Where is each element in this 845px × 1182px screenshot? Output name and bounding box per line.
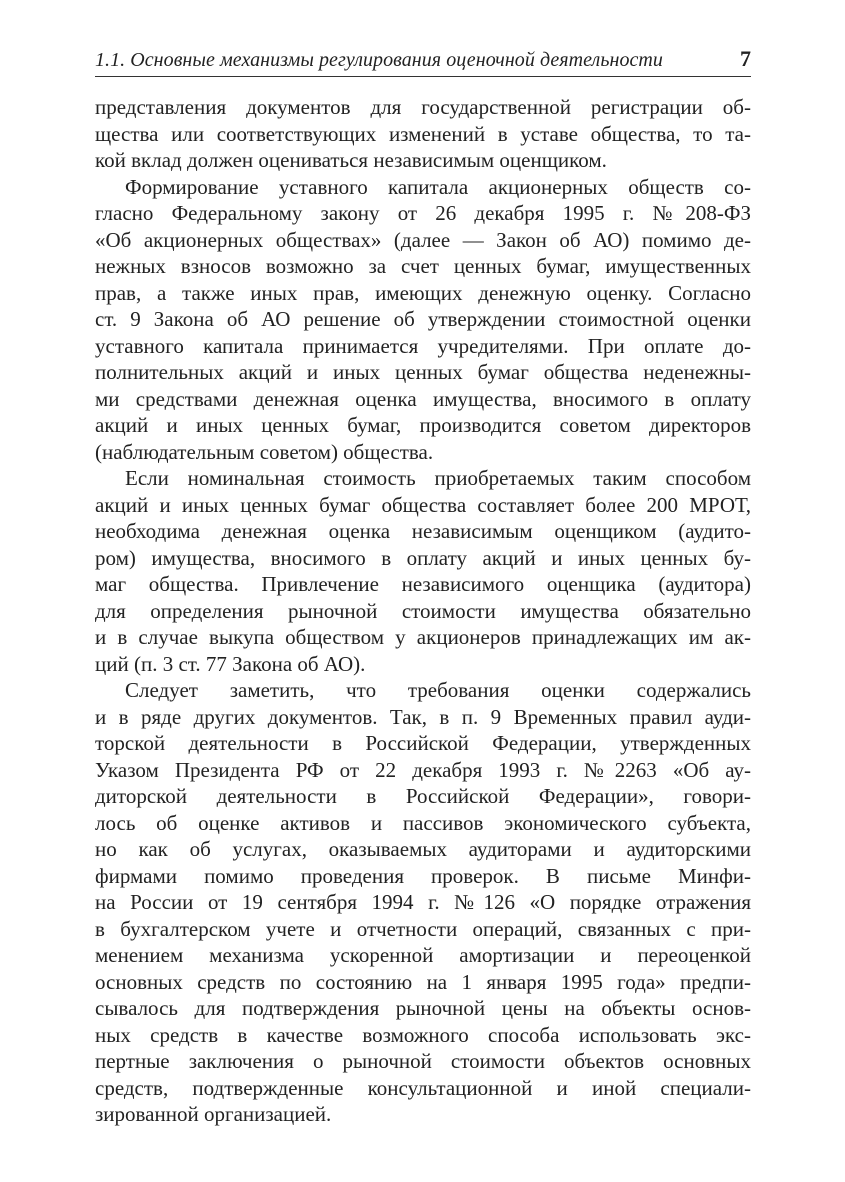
text-line: (наблюдательным советом) общества. xyxy=(95,439,434,464)
text-line: Указом Президента РФ от 22 декабря 1993 г. №2263 «Об ау- xyxy=(95,757,751,782)
paragraph-2 xyxy=(95,174,751,466)
text-line: ми средствами денежная оценка имущества, вносимого в оплату xyxy=(95,386,751,411)
book-page xyxy=(95,0,751,1182)
text-line: и в ряде других документов. Так, в п. 9 Временных правил ауди- xyxy=(95,704,751,729)
text-line: торской деятельности в Российской Федерации, утвержденных xyxy=(95,731,751,755)
text-line: менением механизма ускоренной амортизации и переоценкой xyxy=(95,943,751,967)
text-line: акций и иных ценных бумаг общества составляет более 200 МРОТ, xyxy=(95,492,751,517)
text-line: прав, а также иных прав, имеющих денежную оценку. Согласно xyxy=(95,280,751,305)
text-line: ций (п. 3 ст. 77 Закона об АО). xyxy=(95,651,366,676)
paragraph-4 xyxy=(95,677,751,1128)
text-line: фирмами помимо проведения проверок. В письме Минфи- xyxy=(95,863,751,888)
text-line: ром) имущества, вносимого в оплату акций и иных ценных бу- xyxy=(95,545,751,570)
text-line: средств, подтвержденные консультационной и иной специали- xyxy=(95,1075,751,1100)
text-line: лось об оценке активов и пассивов экономического субъекта, xyxy=(95,810,751,835)
text-line: Формирование уставного капитала акционерных обществ со- xyxy=(125,174,751,199)
text-line: для определения рыночной стоимости имущества обязательно xyxy=(95,598,751,623)
text-line: полнительных акций и иных ценных бумаг общества неденежны- xyxy=(95,360,751,384)
text-line: представления документов для государственной регистрации об- xyxy=(95,95,751,119)
text-line: диторской деятельности в Российской Федерации», говори- xyxy=(95,784,751,808)
page-number: 7 xyxy=(740,46,751,71)
text-line: пертные заключения о рыночной стоимости объектов основных xyxy=(95,1049,751,1073)
text-line: гласно Федеральному закону от 26 декабря 1995 г. №208-ФЗ xyxy=(95,201,751,225)
text-line: Следует заметить, что требования оценки содержались xyxy=(125,678,751,702)
text-line: в бухгалтерском учете и отчетности операций, связанных с при- xyxy=(95,916,751,941)
text-line: сывалось для подтверждения рыночной цены на объекты основ- xyxy=(95,996,751,1020)
text-line: уставного капитала принимается учредителями. При оплате до- xyxy=(95,333,751,358)
text-line: кой вклад должен оцениваться независимым оценщиком. xyxy=(95,148,607,172)
text-line: маг общества. Привлечение независимого оценщика (аудитора) xyxy=(95,572,751,596)
text-line: зированной организацией. xyxy=(95,1102,332,1126)
body-text xyxy=(95,94,751,1128)
paragraph-3 xyxy=(95,465,751,677)
text-line: щества или соответствующих изменений в уставе общества, то та- xyxy=(95,121,751,146)
text-line: «Об акционерных обществах» (далее — Закон об АО) помимо де- xyxy=(95,227,751,252)
text-line: ст. 9 Закона об АО решение об утверждении стоимостной оценки xyxy=(95,307,751,331)
text-line: и в случае выкупа обществом у акционеров принадлежащих им ак- xyxy=(95,625,751,649)
section-title: 1.1. Основные механизмы регулирования оценочной деятельности xyxy=(95,49,663,71)
text-line: нежных взносов возможно за счет ценных бумаг, имущественных xyxy=(95,254,751,278)
text-line: ных средств в качестве возможного способа использовать экс- xyxy=(95,1022,751,1047)
text-line: необходима денежная оценка независимым оценщиком (аудито- xyxy=(95,519,751,543)
text-line: на России от 19 сентября 1994 г. №126 «О порядке отражения xyxy=(95,890,751,914)
text-line: но как об услугах, оказываемых аудиторами и аудиторскими xyxy=(95,837,751,861)
running-header xyxy=(95,46,751,77)
text-line: Если номинальная стоимость приобретаемых таким способом xyxy=(125,466,751,490)
text-line: акций и иных ценных бумаг, производится советом директоров xyxy=(95,413,751,437)
paragraph-1 xyxy=(95,94,751,174)
text-line: основных средств по состоянию на 1 января 1995 года» предпи- xyxy=(95,969,751,994)
